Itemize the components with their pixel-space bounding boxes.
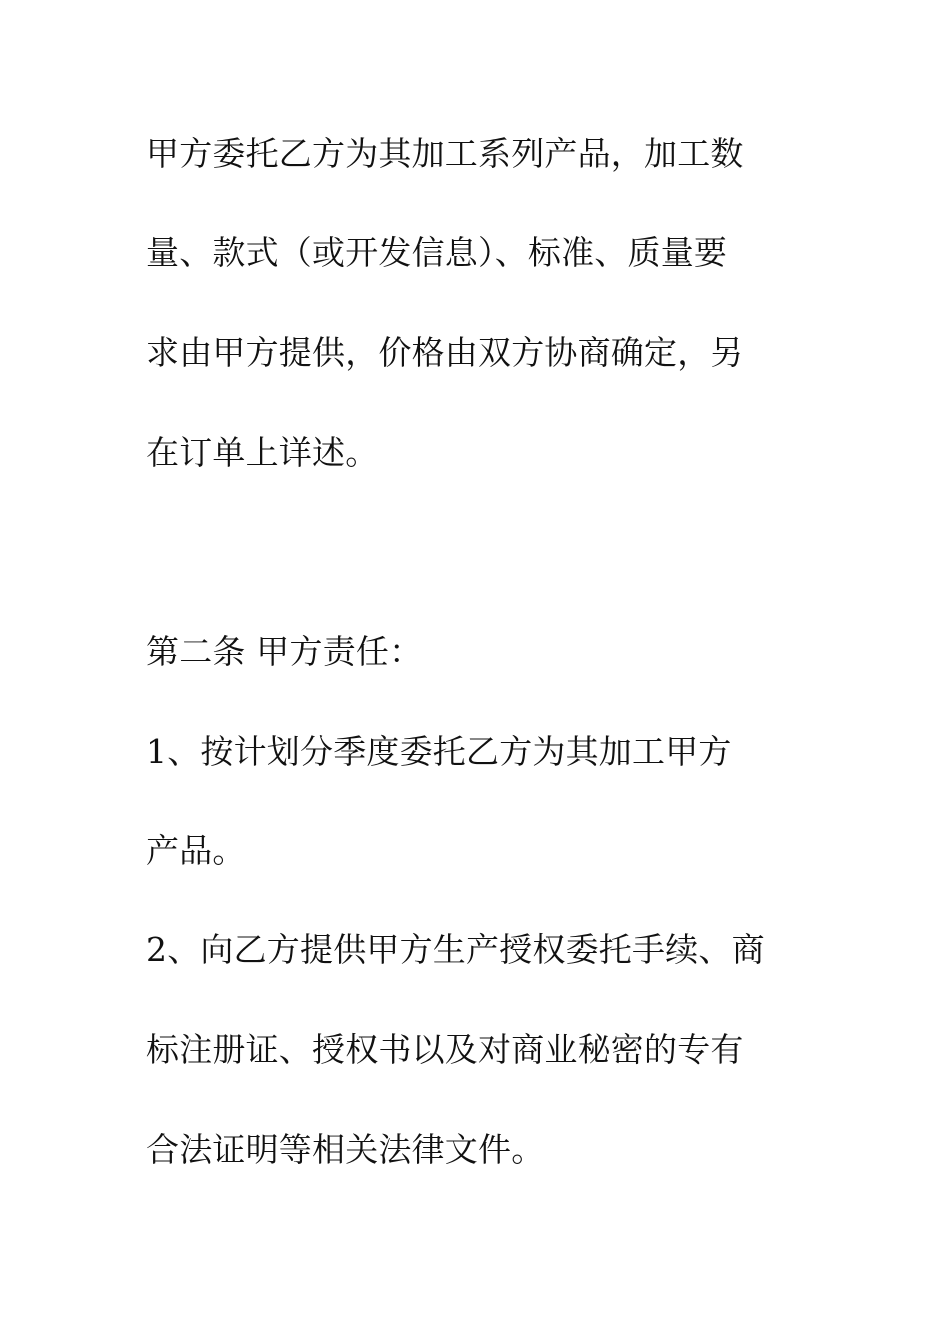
- list-item-line: 合法证明等相关法律文件。: [146, 1130, 545, 1169]
- list-item-line: 1、按计划分季度委托乙方为其加工甲方: [146, 732, 732, 771]
- paragraph-line: 量、款式（或开发信息）、标准、质量要: [146, 233, 728, 272]
- list-item-line: 标注册证、授权书以及对商业秘密的专有: [146, 1030, 744, 1069]
- list-item-line: 2、向乙方提供甲方生产授权委托手续、商: [146, 930, 765, 969]
- paragraph-line: 在订单上详述。: [146, 433, 379, 472]
- list-item-line: 产品。: [146, 831, 246, 870]
- paragraph-line: 求由甲方提供，价格由双方协商确定，另: [146, 333, 744, 372]
- section-heading: 第二条 甲方责任：: [146, 632, 423, 671]
- paragraph-line: 甲方委托乙方为其加工系列产品，加工数: [146, 134, 744, 173]
